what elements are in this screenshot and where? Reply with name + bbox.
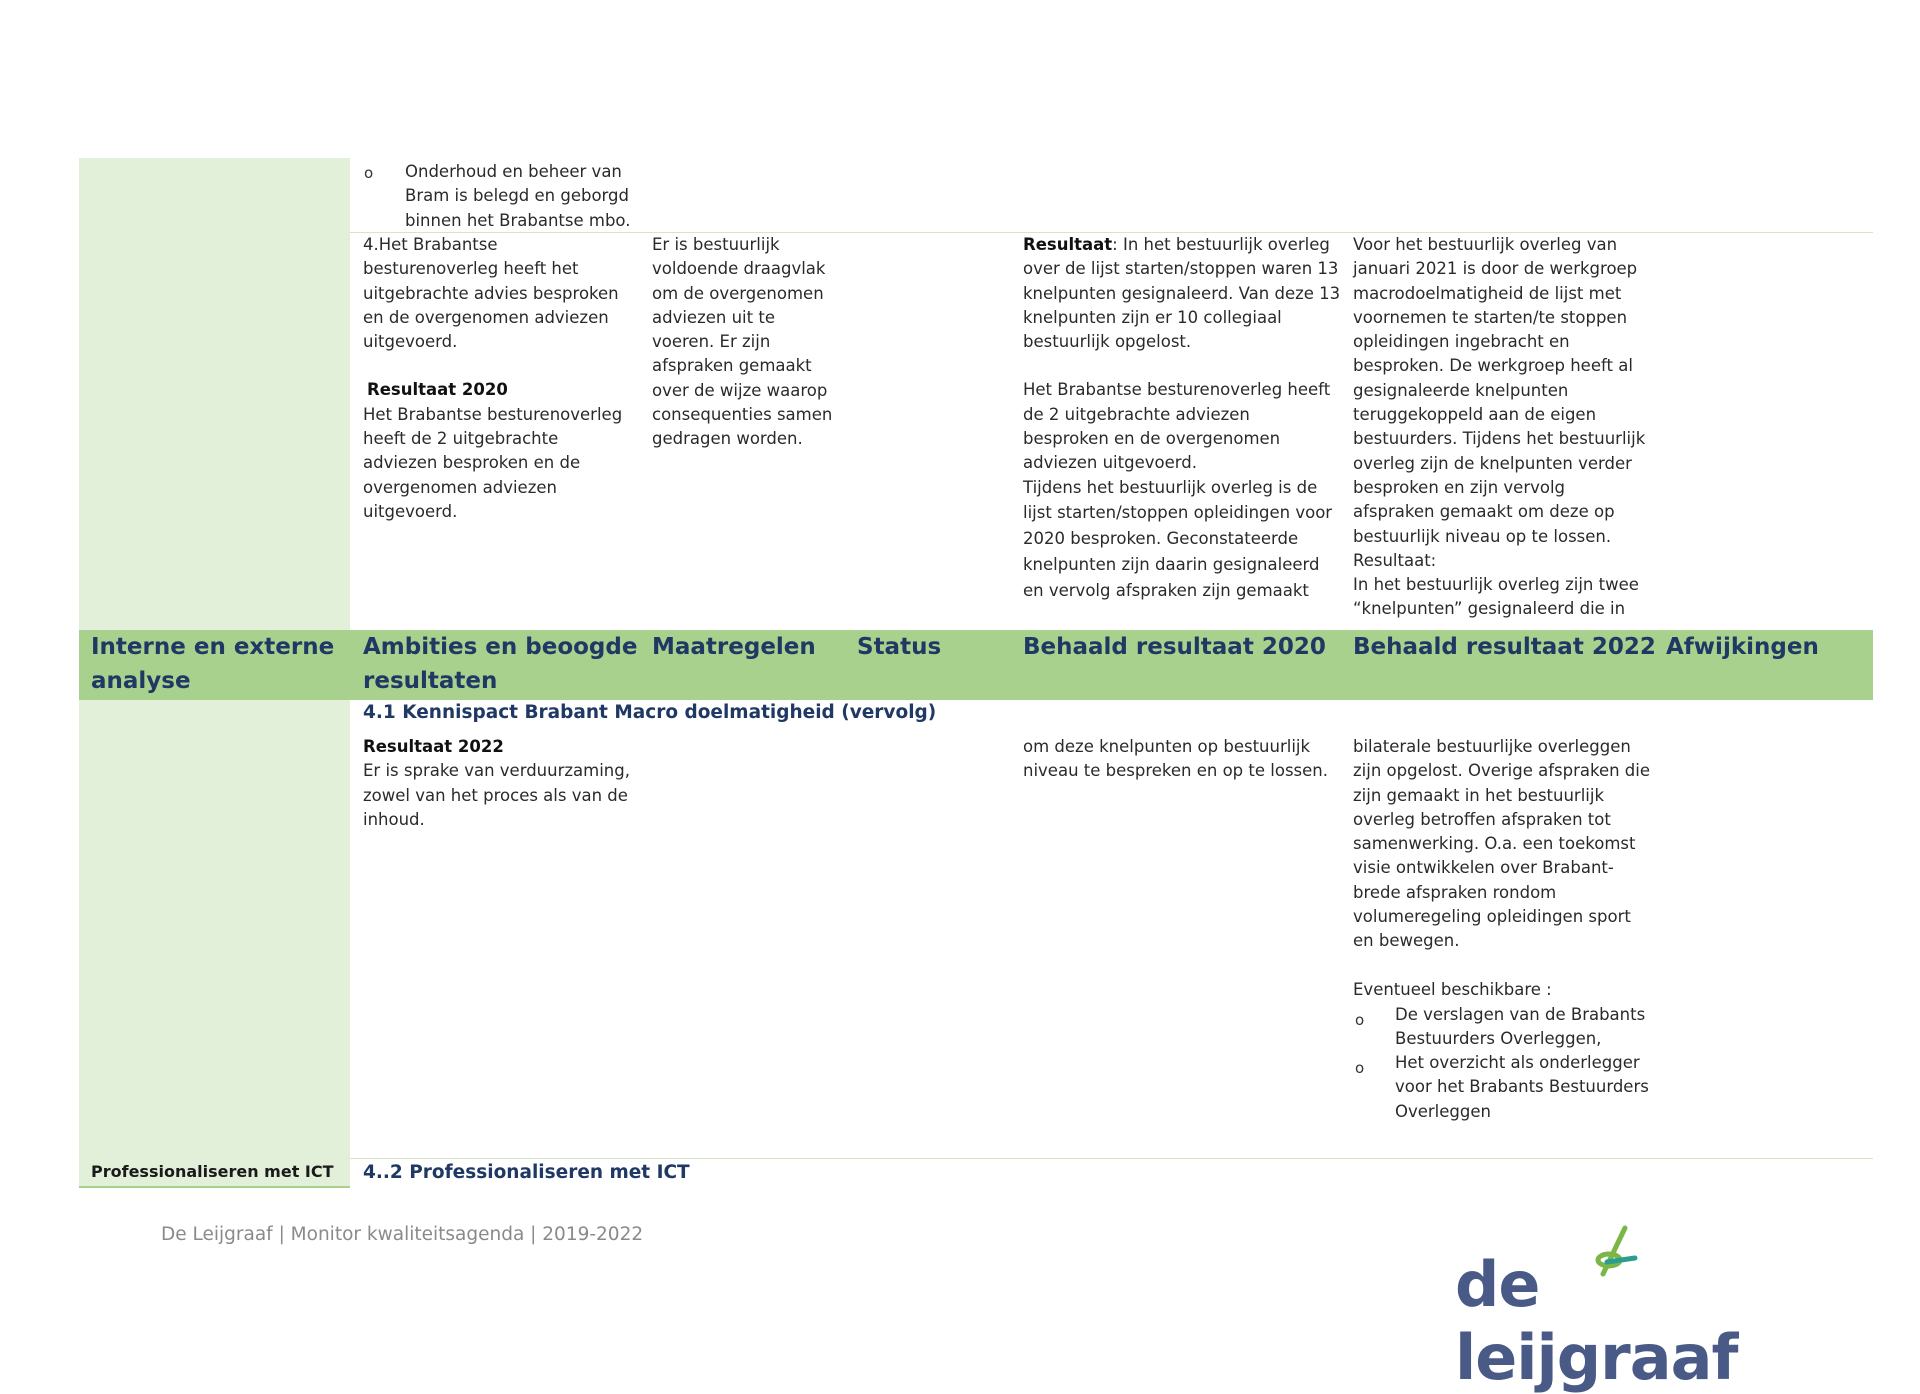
header-afwijkingen: Afwijkingen <box>1666 634 1819 660</box>
left-column-lower <box>79 700 350 1188</box>
behaald-2020-text: Resultaat: In het bestuurlijk overleg over de lijst starten/stoppen waren 13 knelpunten gesignaleerd. Van deze 13 knelpunten zijn er 10 collegiaal bestuurlijk opgelost. Het Brabantse besturenoverleg heeft de 2 uitgebrachte adviezen besproken en de overgenomen adviezen uitgevoerd. Tijdens het bestuurlijk overleg is de lijst starten/stoppen opleidingen voor 2020 besproken. Geconstateerde knelpunten zijn daarin gesignaleerd en vervolg afspraken zijn gemaakt <box>1023 235 1341 600</box>
bullet-item: De verslagen van de Brabants Bestuurders Overleggen, <box>1395 1005 1646 1049</box>
ambitie-text: 4.Het Brabantse besturenoverleg heeft het uitgebrachte advies besproken en de overgenomen adviezen uitgevoerd. Resultaat 2020 Het Brabantse besturenoverleg heeft de 2 uitgebrachte adviezen besproken en de overgenomen adviezen uitgevoerd. <box>363 235 623 521</box>
left-column-upper <box>79 158 350 630</box>
header-ambities: Ambities en beoogde resultaten <box>363 634 638 694</box>
section-4-1-title: 4.1 Kennispact Brabant Macro doelmatigheid (vervolg) <box>363 702 937 723</box>
bullet-item: Het overzicht als onderlegger voor het Brabants Bestuurders Overleggen <box>1395 1053 1649 1121</box>
bullet-symbol: o <box>364 164 374 182</box>
section-divider <box>350 1158 1873 1159</box>
header-behaald-2020: Behaald resultaat 2020 <box>1023 634 1326 660</box>
leijgraaf-logo <box>1455 1222 1785 1394</box>
bullet-symbol: o <box>1355 1059 1365 1077</box>
header-analyse: Interne en externe analyse <box>91 634 335 694</box>
header-maatregelen: Maatregelen <box>652 634 816 660</box>
table-header <box>79 630 1873 700</box>
behaald-2022-text: Voor het bestuurlijk overleg van januari 2021 is door de werkgroep macrodoelmatigheid de lijst met voornemen te starten/te stoppen opleidingen ingebracht en besproken. De werkgroep heeft al gesignaleerde knelpunten teruggekoppeld aan de eigen bestuurders. Tijdens het bestuurlijk overleg zijn de knelpunten verder besproken en zijn vervolg afspraken gemaakt om deze op bestuurlijk niveau op te lossen. Resultaat: In het bestuurlijk overleg zijn twee “knelpunten” gesignaleerd die in <box>1353 235 1646 619</box>
resultaat-2022-block: Resultaat 2022 Er is sprake van verduurzaming, zowel van het proces als van de inhoud. <box>363 737 630 829</box>
beschikbaar-label: Eventueel beschikbare : <box>1353 979 1552 999</box>
behaald-2020-cont: om deze knelpunten op bestuurlijk niveau te bespreken en op te lossen. <box>1023 737 1328 781</box>
header-behaald-2022: Behaald resultaat 2022 <box>1353 634 1656 660</box>
behaald-2022-cont: bilaterale bestuurlijke overleggen zijn opgelost. Overige afspraken die zijn gemaakt in het bestuurlijk overleg betroffen afspraken tot samenwerking. O.a. een toekomst visie ontwikkelen over Brabant- brede afspraken rondom volumeregeling opleidingen sport en bewegen. Eventueel beschikbare : <box>1353 735 1663 1002</box>
footer-text: De Leijgraaf | Monitor kwaliteitsagenda | 2019-2022 <box>161 1224 644 1245</box>
resultaat-2022-label: Resultaat 2022 <box>363 737 504 756</box>
maatregelen-text: Er is bestuurlijk voldoende draagvlak om de overgenomen adviezen uit te voeren. Er zijn afspraken gemaakt over de wijze waarop consequenties samen gedragen worden. <box>652 235 833 449</box>
resultaat-2020-label: Resultaat 2020 <box>367 380 508 400</box>
section-4-2-left-label: Professionaliseren met ICT <box>91 1162 334 1181</box>
header-status: Status <box>857 634 942 660</box>
logo-wordmark: de leijgraaf <box>1455 1248 1738 1394</box>
bullet-text: Onderhoud en beheer van Bram is belegd en geborgd binnen het Brabantse mbo. <box>405 162 631 230</box>
bullet-symbol: o <box>1355 1011 1365 1029</box>
left-label-underline <box>79 1186 350 1188</box>
section-4-2-title: 4..2 Professionaliseren met ICT <box>363 1162 690 1183</box>
